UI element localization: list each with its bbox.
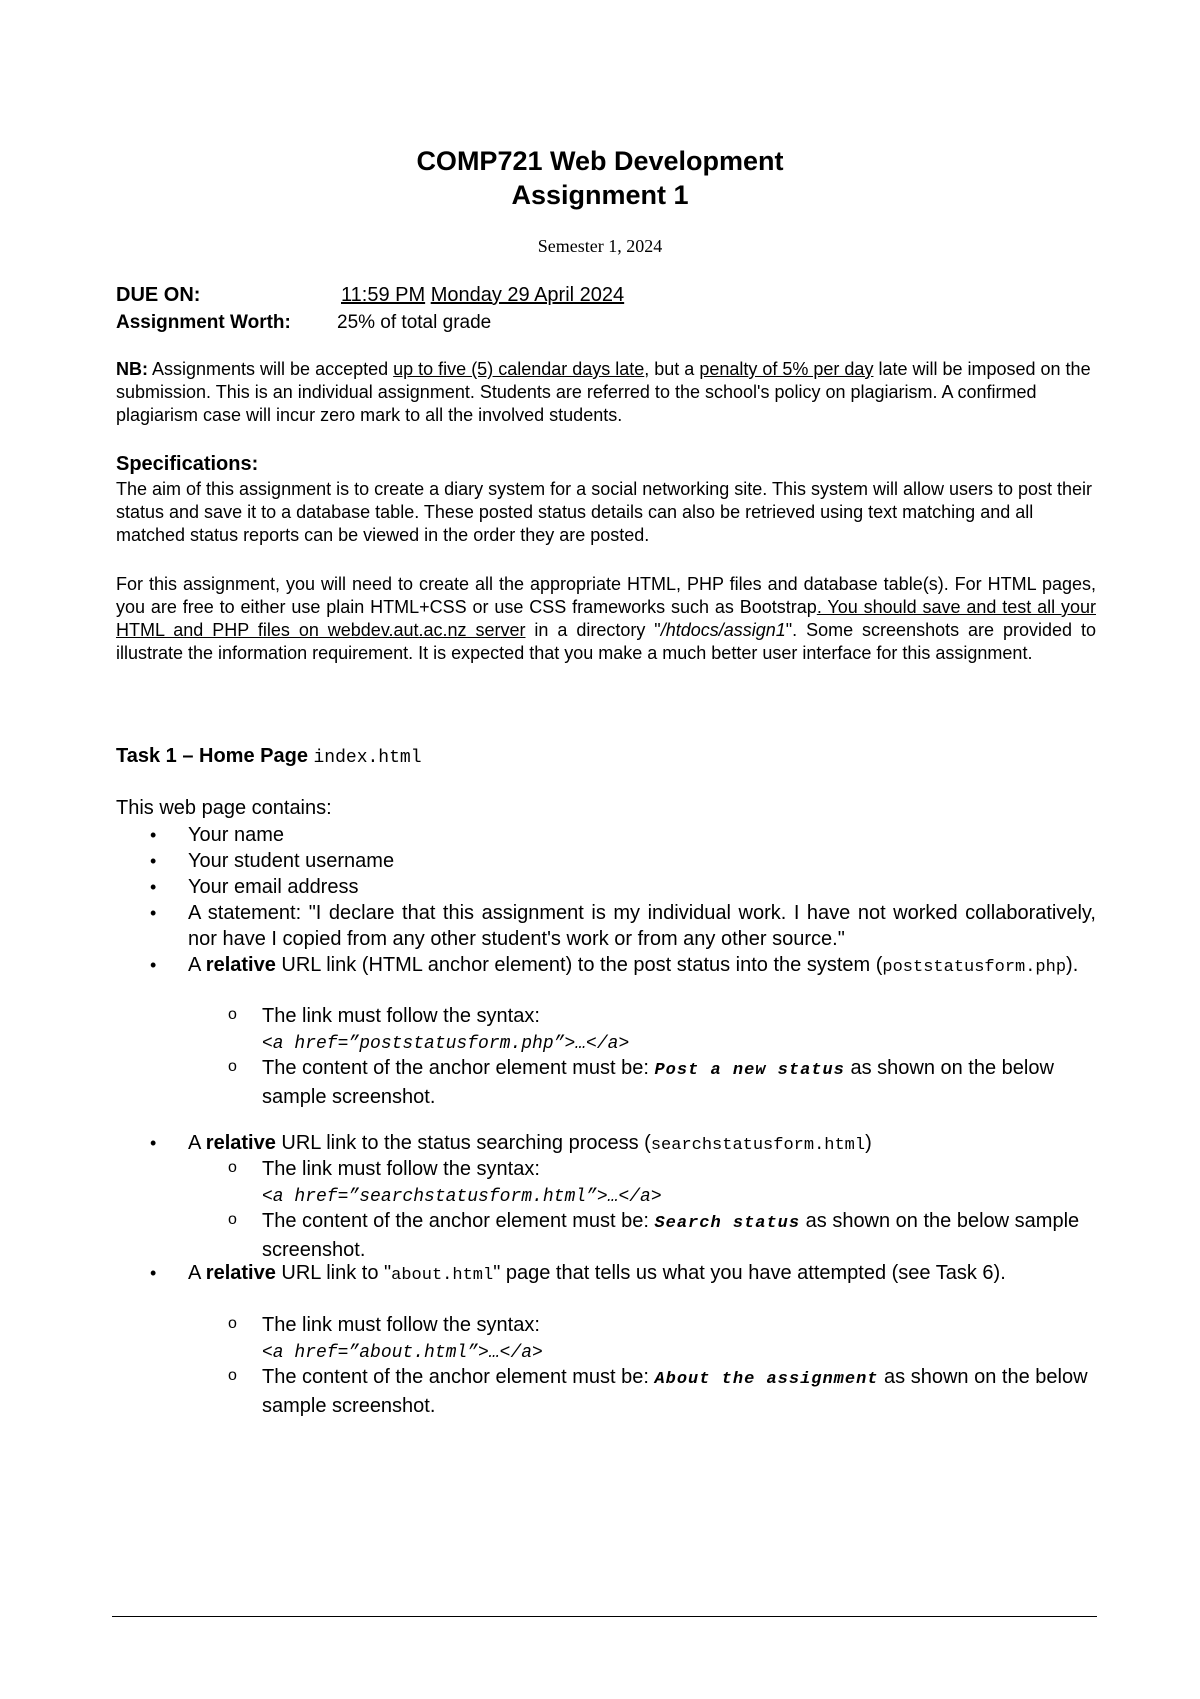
sub-item — [262, 1156, 1096, 1210]
b5-s2-text-b: as shown on the below sample screenshot. — [262, 1057, 1054, 1108]
bullet-icon: • — [150, 877, 157, 897]
list-item-statement: A statement: "I declare that this assignment is my individual work. I have not worked collaboratively, nor have I copied from any other student's work or from any other source." — [188, 902, 1096, 950]
sub-bullet-icon: o — [228, 1006, 237, 1023]
specs-paragraph-1: The aim of this assignment is to create a diary system for a social networking site. This system will allow users to post their status and save it to a database table. These posted status details can also be retrieved using text matching and all matched status reports can be viewed in the order they are posted. — [116, 479, 1093, 545]
doc-title: COMP721 Web Development — [416, 146, 784, 176]
b6-s2-text-b: as shown on the below sample screenshot. — [262, 1210, 1080, 1261]
specs-paragraph-2 — [116, 573, 1096, 665]
specs-p2-text-1: For this assignment, you will need to create all the appropriate HTML, PHP files and database table(s). For HTML pages, you are free to either use plain HTML+CSS or use CSS frameworks such as Bootstrap — [116, 574, 1096, 617]
bullet-icon: • — [150, 825, 157, 845]
b6-text-c: ) — [865, 1132, 872, 1154]
b5-file: poststatusform.php — [882, 958, 1067, 977]
nb-late-policy: up to five (5) calendar days late — [393, 359, 645, 379]
bullet-icon: • — [150, 903, 157, 923]
due-label: DUE ON: — [116, 284, 201, 306]
bullet-icon: • — [150, 955, 157, 975]
sub-bullet-icon: o — [228, 1159, 237, 1176]
b7-relative: relative — [205, 1262, 276, 1284]
b5-text-a: A — [188, 954, 206, 976]
b5-text-c: ). — [1066, 954, 1079, 976]
task1-file: index.html — [313, 748, 422, 768]
b6-s2-code: Search status — [654, 1214, 801, 1233]
task1-title: Task 1 – Home Page — [116, 745, 314, 767]
due-date: Monday 29 April 2024 — [430, 284, 625, 306]
bullet-icon: • — [150, 851, 157, 871]
b7-s2-code: About the assignment — [654, 1370, 879, 1389]
b6-relative: relative — [205, 1132, 276, 1154]
sub-item — [262, 1312, 1096, 1366]
list-item-search-link — [188, 1130, 1096, 1159]
b5-text-b: URL link (HTML anchor element) to the post status into the system ( — [275, 954, 883, 976]
list-item: Your email address — [188, 876, 359, 898]
b7-s1-text: The link must follow the syntax: — [262, 1314, 540, 1336]
nb-label: NB: — [116, 359, 148, 379]
footer-rule — [112, 1616, 1097, 1617]
nb-text-1: Assignments will be accepted — [148, 359, 394, 379]
specs-heading: Specifications: — [116, 453, 259, 475]
b5-s1-text: The link must follow the syntax: — [262, 1005, 540, 1027]
b7-s2-text-b: as shown on the below sample screenshot. — [262, 1366, 1088, 1417]
specs-p2-directory: /htdocs/assign1 — [660, 620, 786, 640]
sub-bullet-icon: o — [228, 1315, 237, 1332]
b7-text-a: A — [188, 1262, 206, 1284]
b6-s1-text: The link must follow the syntax: — [262, 1158, 540, 1180]
specs-p2-text-2: in a directory " — [525, 620, 661, 640]
semester-line: Semester 1, 2024 — [537, 236, 663, 256]
b5-s1-code: <a href=”poststatusform.php”>…</a> — [262, 1034, 630, 1054]
list-item-post-link — [188, 952, 1096, 981]
b7-text-c: " page that tells us what you have attempted (see Task 6). — [493, 1262, 1006, 1284]
list-item-about-link — [188, 1260, 1096, 1289]
b5-s2-text-a: The content of the anchor element must be: — [262, 1057, 655, 1079]
task1-heading — [116, 745, 422, 768]
b6-text-a: A — [188, 1132, 206, 1154]
worth-value: 25% of total grade — [337, 312, 492, 333]
bullet-icon: • — [150, 1263, 157, 1283]
bullet-icon: • — [150, 1133, 157, 1153]
b5-s2-code: Post a new status — [654, 1061, 845, 1080]
list-item: Your name — [188, 824, 284, 846]
list-item: Your student username — [188, 850, 395, 872]
due-time: 11:59 PM — [341, 284, 426, 306]
b6-s1-code: <a href=”searchstatusform.html”>…</a> — [262, 1187, 662, 1207]
b7-file: about.html — [391, 1266, 494, 1285]
nb-text-3: late will be imposed on the submission. This is an individual assignment. Students are referred to the school's policy on plagiarism. A confirmed plagiarism case will incur zero mark to all the involved students. — [116, 359, 1091, 425]
b7-s2-text-a: The content of the anchor element must be: — [262, 1366, 655, 1388]
sub-item — [262, 1055, 1096, 1110]
b6-s2-text-a: The content of the anchor element must be: — [262, 1210, 655, 1232]
b7-s1-code: <a href=”about.html”>…</a> — [262, 1343, 543, 1363]
sub-item — [262, 1208, 1096, 1263]
due-value — [341, 284, 624, 307]
b6-text-b: URL link to the status searching process ( — [275, 1132, 651, 1154]
specs-p2-text-3: ". Some screenshots are provided to illustrate the information requirement. It is expected that you make a much better user interface for this assignment. — [116, 620, 1096, 663]
sub-bullet-icon: o — [228, 1367, 237, 1384]
b6-file: searchstatusform.html — [650, 1136, 866, 1155]
b5-relative: relative — [205, 954, 276, 976]
task1-intro: This web page contains: — [116, 797, 332, 819]
nb-penalty: penalty of 5% per day — [699, 359, 874, 379]
sub-item — [262, 1003, 1096, 1057]
nb-text-2: , but a — [644, 359, 700, 379]
sub-item — [262, 1364, 1096, 1419]
specs-p2-server: . You should save and test all your HTML and PHP files on webdev.aut.ac.nz server — [116, 597, 1096, 640]
sub-bullet-icon: o — [228, 1211, 237, 1228]
doc-subtitle: Assignment 1 — [511, 180, 689, 210]
nb-paragraph — [116, 358, 1096, 427]
worth-label: Assignment Worth: — [116, 312, 291, 333]
b7-text-b: URL link to " — [275, 1262, 392, 1284]
sub-bullet-icon: o — [228, 1058, 237, 1075]
